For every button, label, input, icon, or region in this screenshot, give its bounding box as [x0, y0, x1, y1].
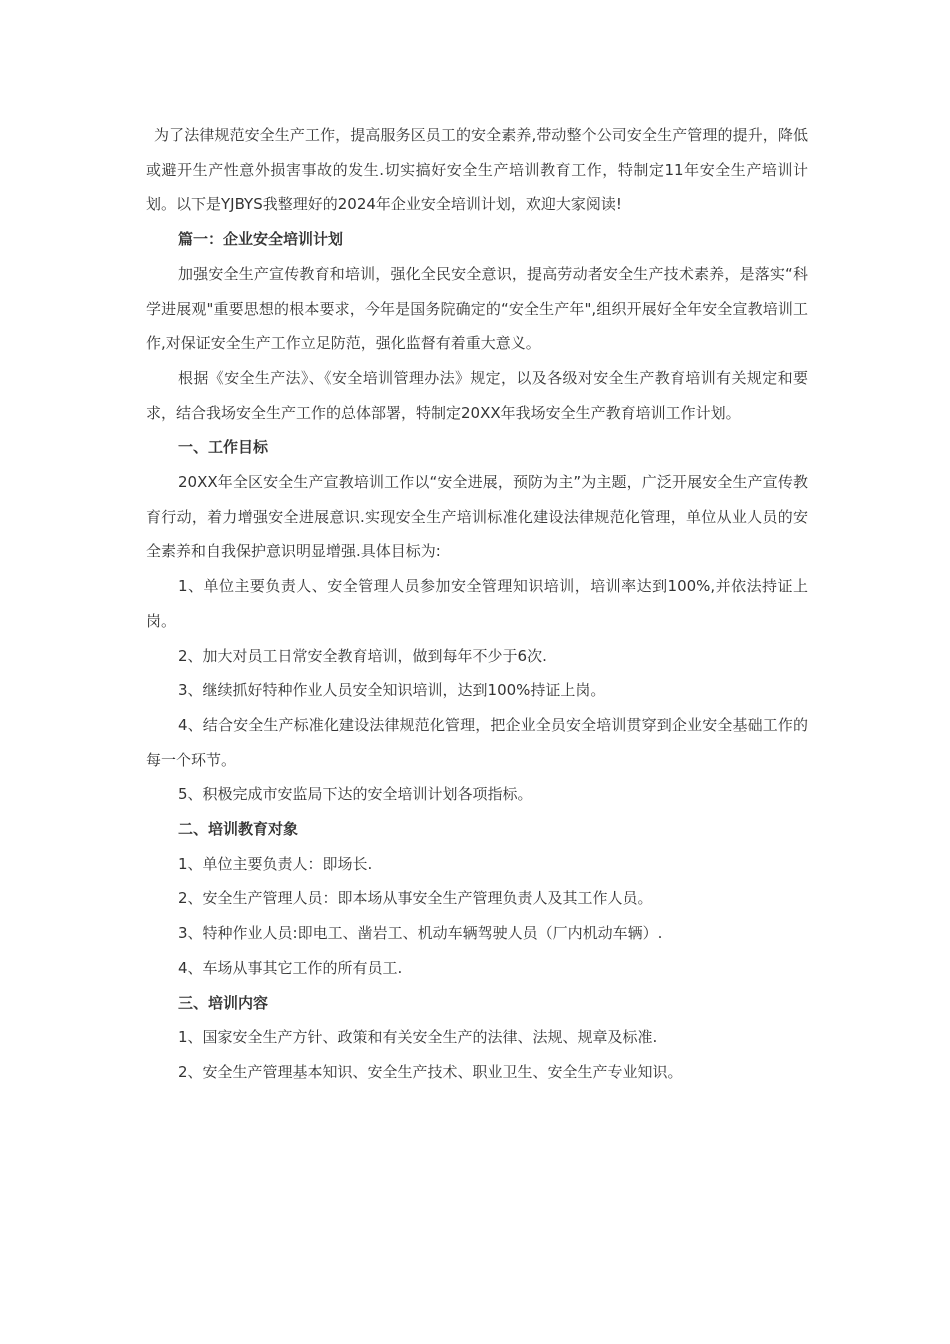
section-heading: 一、工作目标 — [178, 438, 269, 457]
body-paragraph: 根据《安全生产法》、《安全培训管理办法》规定，以及各级对安全生产教育培训有关规定和要求，结合我场安全生产工作的总体部署，特制定20XX年我场安全生产教育培训工作计划。 — [146, 368, 808, 422]
list-item: 1、单位主要负责人：即场长. — [178, 854, 373, 873]
list-item: 3、继续抓好特种作业人员安全知识培训，达到100%持证上岗。 — [178, 681, 606, 700]
list-item: 2、加大对员工日常安全教育培训，做到每年不少于6次. — [178, 646, 547, 665]
body-paragraph: 加强安全生产宣传教育和培训，强化全民安全意识，提高劳动者安全生产技术素养，是落实“科学进展观"重要思想的根本要求，今年是国务院确定的“安全生产年",组织开展好全年安全宣教培训工作,对保证安全生产工作立足防范，强化监督有着重大意义。 — [146, 264, 808, 353]
list-item: 3、特种作业人员:即电工、凿岩工、机动车辆驾驶人员（厂内机动车辆）. — [178, 924, 663, 943]
list-item: 1、国家安全生产方针、政策和有关安全生产的法律、法规、规章及标准. — [178, 1028, 658, 1047]
section-heading: 三、培训内容 — [178, 993, 269, 1012]
list-item: 4、车场从事其它工作的所有员工. — [178, 958, 403, 977]
intro-paragraph: 为了法律规范安全生产工作，提高服务区员工的安全素养,带动整个公司安全生产管理的提升，降低或避开生产性意外损害事故的发生.切实搞好安全生产培训教育工作，特制定11年安全生产培训计划。以下是YJBYS我整理好的2024年企业安全培训计划，欢迎大家阅读! — [146, 126, 808, 214]
section-heading: 篇一：企业安全培训计划 — [178, 230, 344, 249]
list-item: 4、结合安全生产标准化建设法律规范化管理，把企业全员安全培训贯穿到企业安全基础工作的每一个环节。 — [146, 715, 808, 769]
body-paragraph: 20XX年全区安全生产宣教培训工作以“安全进展，预防为主”为主题，广泛开展安全生产宣传教育行动，着力增强安全进展意识.实现安全生产培训标准化建设法律规范化管理，单位从业人员的安全素养和自我保护意识明显增强.具体目标为: — [146, 473, 808, 561]
document-body — [146, 118, 808, 1090]
list-item: 1、单位主要负责人、安全管理人员参加安全管理知识培训，培训率达到100%,并依法持证上岗。 — [146, 577, 808, 630]
list-item: 2、安全生产管理人员：即本场从事安全生产管理负责人及其工作人员。 — [178, 889, 653, 908]
list-item: 5、积极完成市安监局下达的安全培训计划各项指标。 — [178, 785, 533, 804]
section-heading: 二、培训教育对象 — [178, 820, 299, 839]
list-item: 2、安全生产管理基本知识、安全生产技术、职业卫生、安全生产专业知识。 — [178, 1062, 683, 1081]
